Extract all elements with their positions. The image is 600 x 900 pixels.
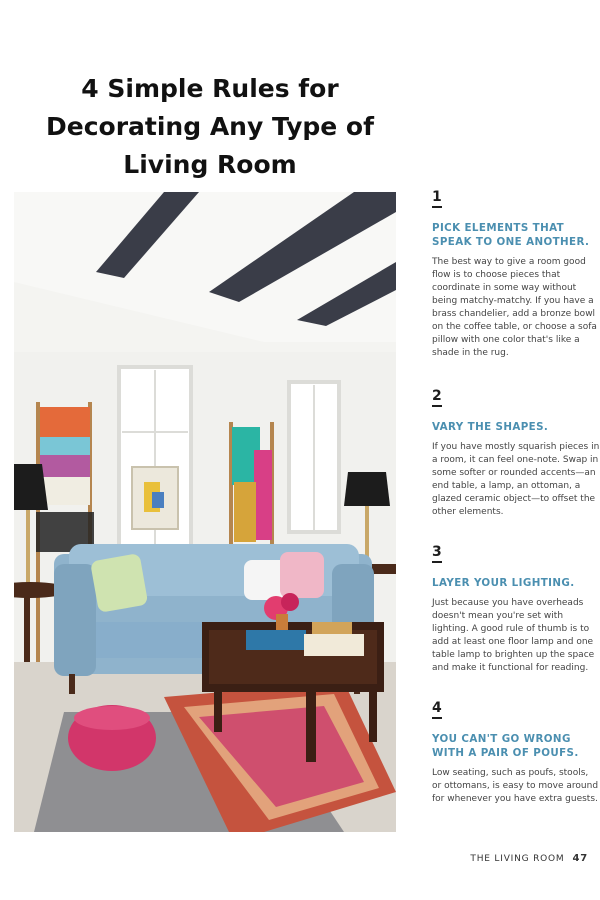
rule-3 bbox=[432, 541, 600, 675]
rule-body: If you have mostly squarish pieces in a room, it can feel one-note. Swap in some softer or rounded accents—an end table, a lamp, an ottoman, a glazed ceramic object—to offset the other elements. bbox=[432, 442, 600, 517]
rule-body: The best way to give a room good flow is to choose pieces that coordinate in some way without being matchy-matchy. If you have a brass chandelier, add a bronze bowl on the coffee table, or choose a sofa pillow with one color that's like a shade in the rug. bbox=[432, 257, 597, 358]
page-number: 47 bbox=[572, 853, 588, 864]
rule-number: 1 bbox=[432, 190, 442, 208]
rule-number: 2 bbox=[432, 389, 442, 407]
rule-number: 3 bbox=[432, 545, 442, 563]
rule-heading: PICK ELEMENTS THAT SPEAK TO ONE ANOTHER. bbox=[432, 222, 590, 248]
page-title: 4 Simple Rules for Decorating Any Type of Living Room bbox=[46, 74, 374, 179]
rule-2 bbox=[432, 385, 600, 519]
living-room-photo bbox=[14, 192, 396, 832]
rule-number: 4 bbox=[432, 701, 442, 719]
section-label: THE LIVING ROOM bbox=[470, 854, 565, 864]
rule-4 bbox=[432, 697, 600, 806]
rule-body: Just because you have overheads doesn't mean you're set with lighting. A good rule of thumb is to add at least one floor lamp and one table lamp to brighten up the space and make it functional for reading. bbox=[432, 598, 595, 673]
rule-body: Low seating, such as poufs, stools, or ottomans, is easy to move around for whenever you have extra guests. bbox=[432, 768, 599, 804]
rule-heading: YOU CAN'T GO WRONG WITH A PAIR OF POUFS. bbox=[432, 733, 579, 759]
rule-heading: VARY THE SHAPES. bbox=[432, 421, 549, 433]
rule-1 bbox=[432, 186, 600, 360]
page-footer bbox=[470, 853, 588, 864]
rule-heading: LAYER YOUR LIGHTING. bbox=[432, 577, 575, 589]
